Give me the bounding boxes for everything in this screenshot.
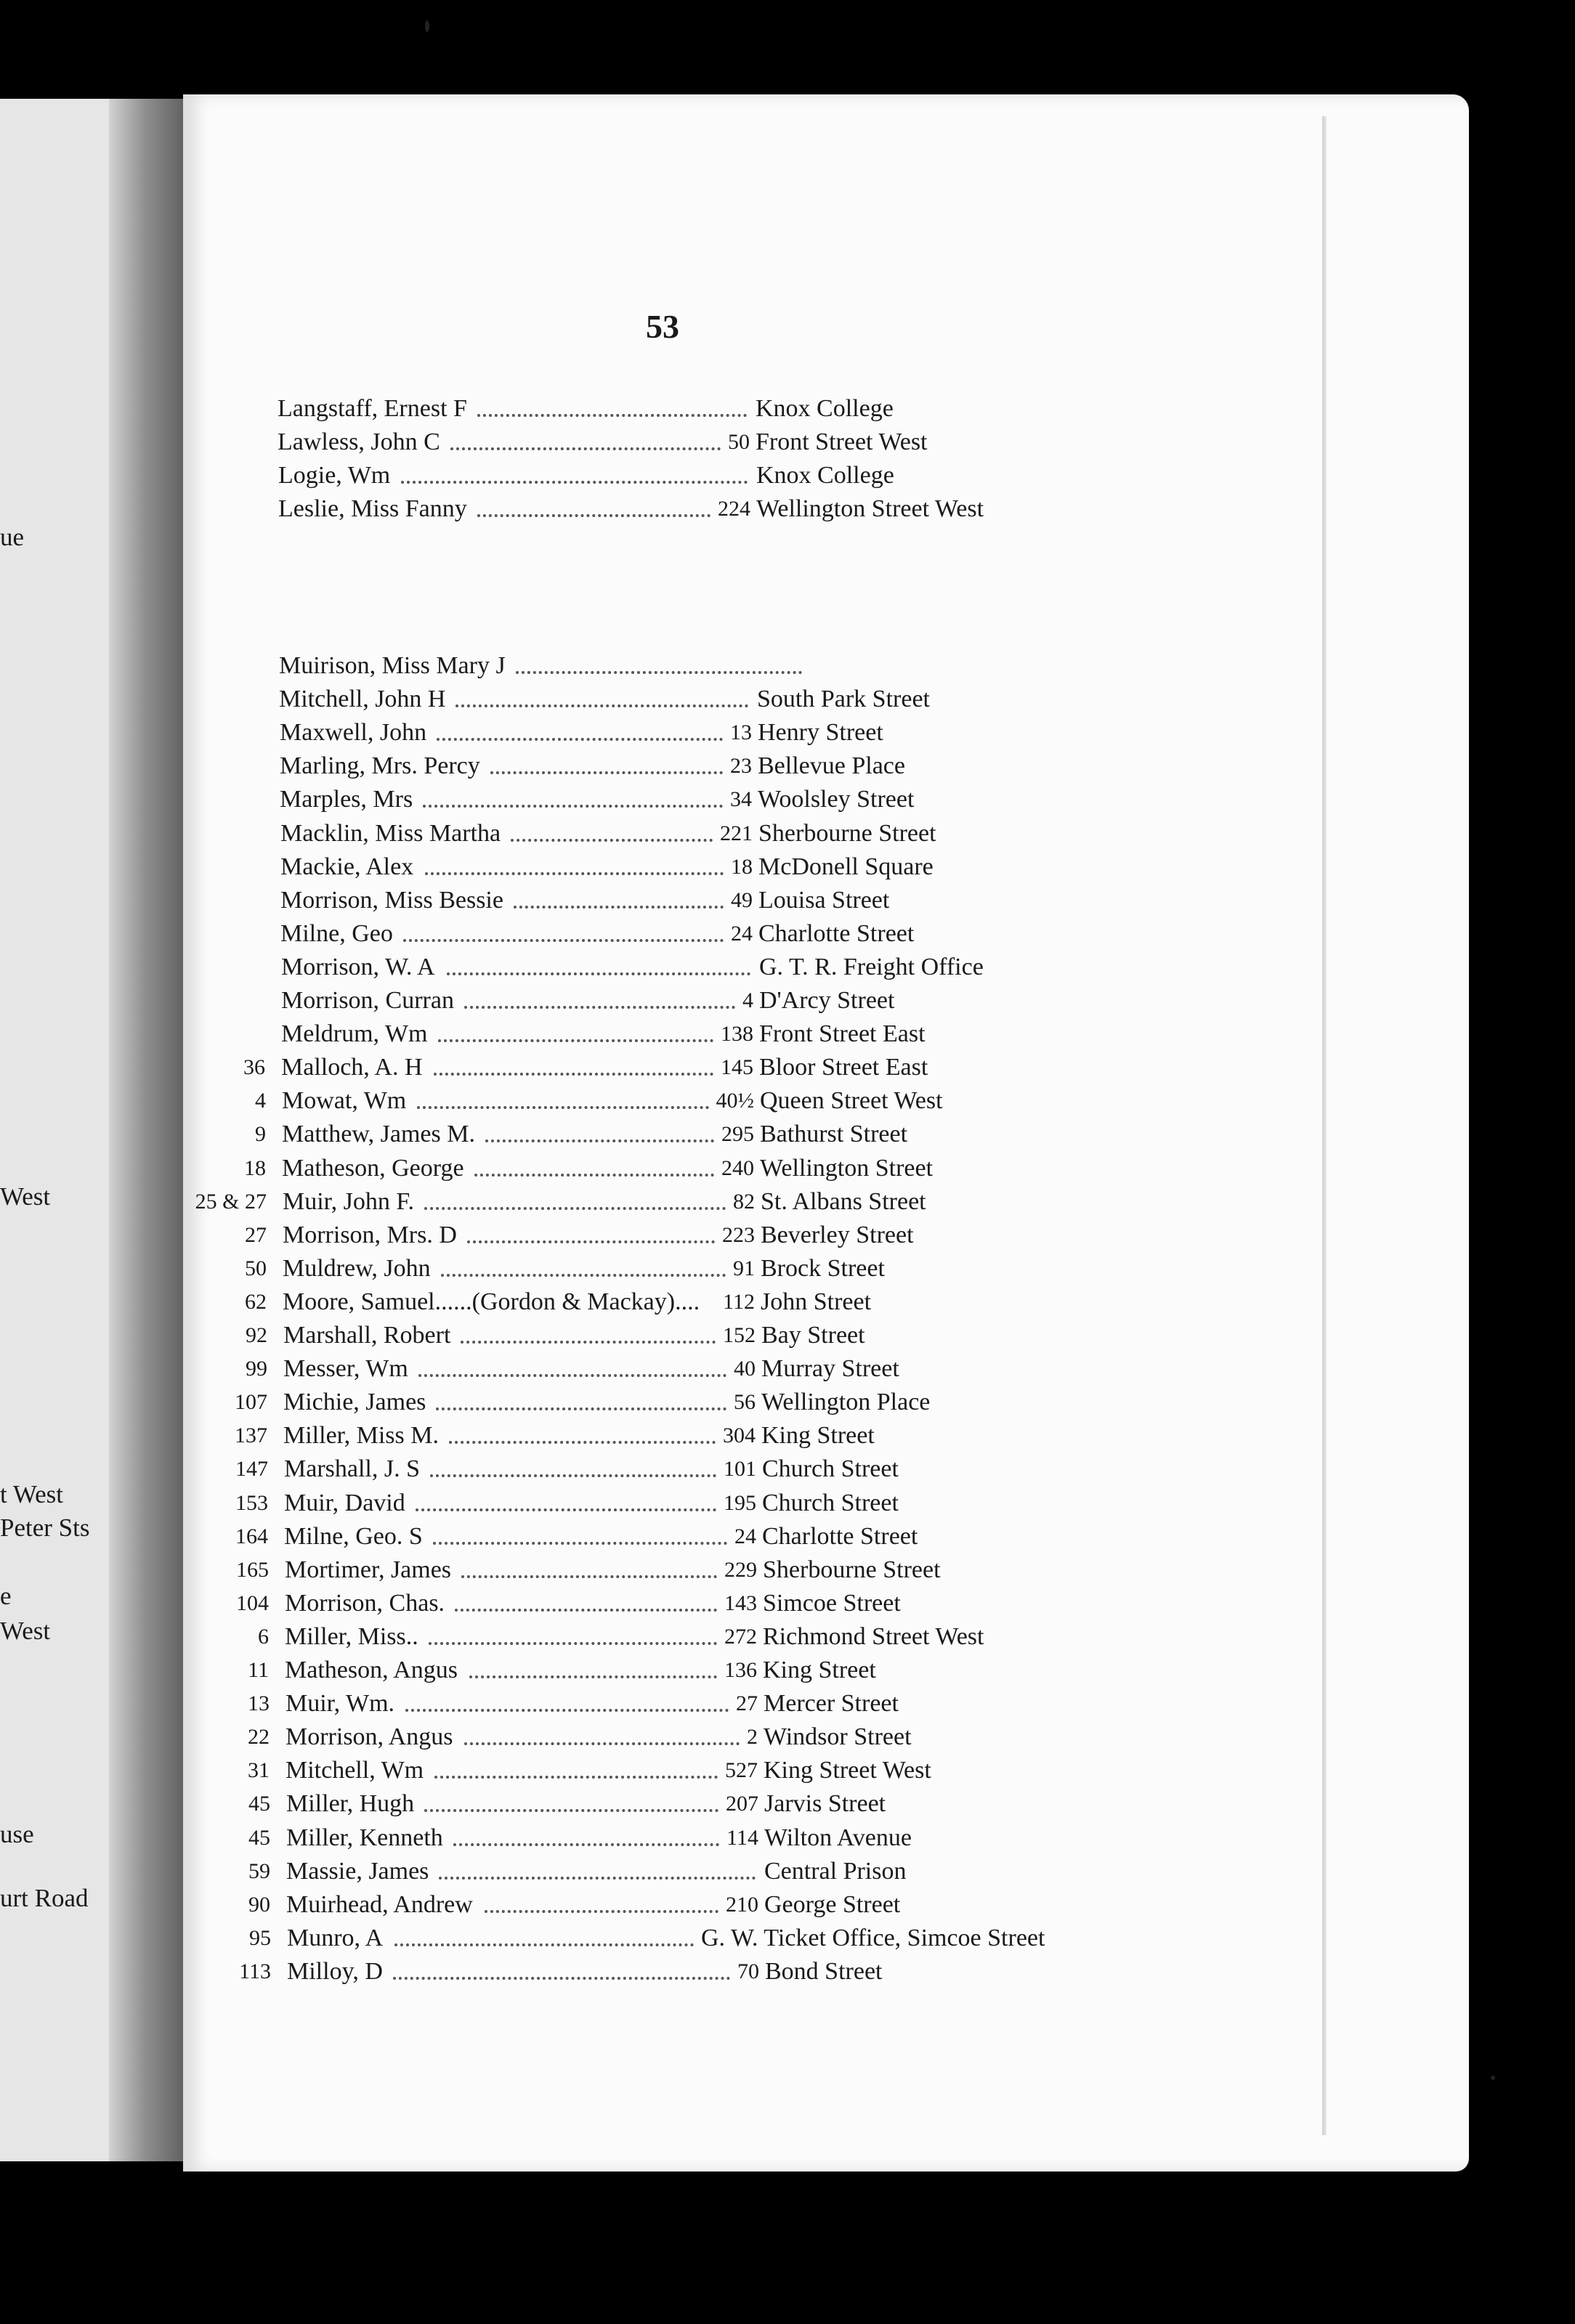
directory-entry [184,459,1070,492]
directory-entry [189,1386,1075,1419]
entry-name: Massie, James [286,1858,429,1885]
dot-leader [438,1039,713,1042]
dot-leader [424,1207,726,1210]
entry-house-number: 295 [721,1122,754,1146]
entry-house-number: 152 [723,1323,756,1347]
dot-leader [467,1240,715,1243]
entry-house-number: 40½ [716,1089,754,1113]
entry-number: 31 [248,1758,270,1782]
entry-name: Muir, Wm. [286,1690,395,1717]
dot-leader [393,1977,730,1980]
dust-speck [1491,2076,1495,2080]
directory-entry [188,1252,1074,1285]
entry-name: Milloy, D [287,1958,383,1985]
directory-entry [188,1219,1074,1252]
directory-entry [192,1787,1078,1821]
entry-number: 164 [235,1524,268,1548]
entry-house-number: 13 [730,720,752,744]
entry-name: Morrison, Miss Bessie [280,887,503,914]
entry-street: D'Arcy Street [759,987,895,1014]
entry-house-number: 24 [734,1524,756,1548]
page-number: 53 [646,308,679,345]
directory-entry [183,426,1069,459]
entry-name: Marshall, Robert [283,1322,451,1349]
entry-name: Matheson, Angus [285,1657,458,1683]
entry-house-number: 240 [721,1156,754,1180]
directory-entry [189,1319,1075,1352]
left-page-fragment-text: e [0,1582,12,1610]
entry-house-number: 143 [724,1591,757,1615]
entry-number: 18 [244,1156,266,1180]
directory-entry [188,1285,1074,1319]
directory-entry [187,984,1073,1017]
entry-house-number: 4 [742,988,753,1012]
entry-street: King Street [761,1422,875,1449]
entry-street: Charlotte Street [758,920,915,947]
entry-street: Central Prison [764,1858,907,1885]
entry-name: Milne, Geo. S [284,1523,423,1550]
dot-leader [477,514,710,517]
entry-street: Beverley Street [761,1222,914,1248]
dot-leader [516,671,802,674]
entry-name: Moore, Samuel......(Gordon & Mackay).... [283,1288,700,1315]
directory-entry [187,951,1073,984]
dot-leader [474,1174,714,1177]
entry-street: G. T. R. Freight Office [759,954,984,980]
dot-leader [450,447,721,450]
dot-leader [477,414,747,417]
entry-house-number: 56 [734,1390,756,1414]
dot-leader [424,1809,718,1812]
dot-leader [416,1508,716,1511]
entry-street: Knox College [756,395,894,422]
entry-house-number: 224 [718,497,750,521]
entry-house-number: 223 [722,1223,755,1247]
entry-house-number: 304 [723,1423,756,1447]
directory-entry [192,1821,1078,1855]
directory-entry [187,1118,1074,1151]
dot-leader [425,872,724,875]
entry-name: Matheson, George [282,1155,464,1182]
directory-entry [186,884,1072,917]
entry-street: South Park Street [757,686,930,712]
directory-entry [183,392,1069,426]
page-edge [1322,116,1327,2135]
entry-street: St. Albans Street [761,1188,926,1215]
directory-entry [186,817,1072,850]
directory-entry [190,1654,1077,1687]
directory-entry [185,783,1072,816]
dot-leader [436,1407,726,1410]
entry-name: Michie, James [283,1389,426,1415]
entry-street: Woolsley Street [758,786,915,813]
dot-leader [423,805,723,808]
left-page-fragment-text: ue [0,523,25,551]
directory-entry [185,683,1071,716]
entry-street: George Street [764,1891,901,1918]
entry-street: Queen Street West [760,1087,943,1114]
dot-leader [461,1575,717,1578]
entry-number: 92 [246,1323,267,1347]
entry-street: Henry Street [758,719,883,746]
entry-house-number: 101 [724,1457,756,1481]
entry-name: Muir, David [284,1490,405,1516]
directory-entry [186,850,1072,884]
dot-leader [405,1709,729,1712]
entry-name: Matthew, James M. [282,1121,475,1147]
entry-house-number: 145 [721,1055,753,1079]
directory-entry [190,1520,1076,1553]
directory-entry [185,749,1072,783]
entry-number: 4 [255,1089,266,1113]
entry-name: Morrison, Chas. [285,1590,445,1617]
directory-entry [193,1955,1079,1988]
entry-name: Morrison, W. A [281,954,435,980]
dot-leader [433,1542,727,1545]
entry-street: Bond Street [765,1958,883,1985]
directory-entry [190,1487,1076,1520]
dot-leader [485,1910,718,1913]
entry-name: Messer, Wm [283,1355,408,1382]
entry-house-number: 70 [737,1959,759,1983]
entry-house-number: 40 [734,1357,756,1381]
entry-street: Front Street East [759,1020,926,1047]
directory-entry [191,1754,1077,1787]
directory-entry [185,716,1072,749]
dot-leader [441,1274,726,1277]
left-page-fragment [0,99,190,2161]
dot-leader [514,906,724,909]
entry-house-number: 82 [733,1190,755,1214]
entry-name: Logie, Wm [278,462,391,489]
entry-name: Mitchell, Wm [286,1757,424,1784]
entry-number: 62 [245,1290,267,1314]
entry-name: Muldrew, John [283,1255,431,1282]
entry-street: Wellington Place [761,1389,931,1415]
entry-house-number: 18 [731,855,753,879]
entry-street: King Street [763,1657,876,1683]
entry-name: Marples, Mrs [280,786,413,813]
directory-entry [192,1855,1078,1888]
directory-entry [191,1687,1077,1720]
entry-number: 9 [255,1122,266,1146]
entry-street: Windsor Street [764,1723,912,1750]
dot-leader [461,1341,716,1344]
entry-number: 137 [235,1423,267,1447]
dot-leader [490,771,723,774]
entry-street: Sherbourne Street [758,820,936,847]
entry-name: Malloch, A. H [281,1054,423,1081]
entry-house-number: 210 [726,1893,758,1917]
entry-number: 25 & 27 [195,1190,267,1214]
entry-name: Meldrum, Wm [281,1020,428,1047]
entry-number: 6 [258,1625,269,1649]
directory-entry [190,1553,1077,1587]
directory-entry [190,1452,1076,1486]
directory-entry [188,1185,1074,1219]
entry-street: Jarvis Street [764,1790,886,1817]
dot-leader [449,1441,716,1444]
entry-street: G. W. Ticket Office, Simcoe Street [701,1925,1045,1951]
entry-house-number: 27 [736,1691,758,1715]
entry-house-number: 272 [724,1625,757,1649]
entry-name: Munro, A [287,1925,384,1951]
entry-house-number: 91 [733,1256,755,1280]
dot-leader [456,704,748,707]
entry-street: Wellington Street [760,1155,934,1182]
dot-leader [439,1877,756,1880]
entry-number: 153 [235,1491,268,1515]
dot-leader [418,1374,726,1377]
entry-house-number: 195 [724,1491,756,1515]
entry-name: Lawless, John C [278,428,440,455]
directory-entry [189,1352,1075,1386]
dot-leader [464,1742,740,1745]
directory-entry [189,1419,1075,1452]
entry-name: Muirhead, Andrew [286,1891,473,1918]
entry-street: Charlotte Street [762,1523,918,1550]
entry-name: Mitchell, John H [279,686,446,712]
entry-street: Wellington Street West [756,495,984,522]
entry-house-number: 229 [724,1558,757,1582]
directory-entry [193,1922,1079,1955]
directory-entry [187,1152,1074,1185]
entry-house-number: 23 [730,754,752,778]
entry-house-number: 138 [721,1022,753,1046]
dot-leader [437,738,723,741]
entry-name: Langstaff, Ernest F [278,395,467,422]
left-page-fragment-text: urt Road [0,1884,89,1912]
entry-number: 90 [248,1893,270,1917]
entry-number: 165 [236,1558,269,1582]
entry-name: Miller, Miss M. [283,1422,439,1449]
dot-leader [485,1139,714,1142]
dot-leader [453,1843,719,1846]
dot-leader [434,1776,718,1779]
entry-name: Miller, Hugh [286,1790,415,1817]
entry-street: Bloor Street East [759,1054,928,1081]
entry-number: 27 [245,1223,267,1247]
entry-name: Morrison, Angus [286,1723,453,1750]
left-page-fragment-text: West [0,1182,51,1211]
entry-street: Sherbourne Street [763,1556,941,1583]
entry-name: Marshall, J. S [284,1455,420,1482]
dot-leader [455,1609,717,1612]
entry-number: 113 [239,1959,271,1983]
left-page-fragment-text: West [0,1617,51,1645]
entry-street: Wilton Avenue [764,1824,912,1851]
entry-house-number: 24 [731,922,753,946]
entry-number: 22 [248,1725,270,1749]
entry-street: McDonell Square [758,853,934,880]
entry-number: 107 [235,1390,267,1414]
dot-leader [469,1675,717,1678]
directory-entry [187,1017,1073,1051]
entry-number: 147 [235,1457,268,1481]
page-gutter [109,99,190,2161]
directory-entry [190,1587,1077,1620]
entry-number: 104 [236,1591,269,1615]
entry-name: Miller, Kenneth [286,1824,443,1851]
dot-leader [430,1474,716,1477]
entry-name: Muir, John F. [283,1188,415,1215]
entry-house-number: 221 [720,821,753,845]
entry-name: Leslie, Miss Fanny [278,495,467,522]
entry-street: Bellevue Place [758,752,905,779]
dot-leader [417,1106,709,1109]
entry-house-number: 136 [724,1658,757,1682]
dot-leader [401,481,748,484]
entry-name: Marling, Mrs. Percy [280,752,480,779]
entry-number: 59 [248,1859,270,1883]
entry-street: Murray Street [761,1355,899,1382]
directory-entry [187,1051,1073,1084]
entry-street: Louisa Street [758,887,890,914]
entry-name: Morrison, Curran [281,987,454,1014]
entry-house-number: 49 [731,888,753,912]
dot-leader [464,1006,735,1009]
entry-name: Maxwell, John [280,719,427,746]
entry-number: 99 [246,1357,267,1381]
left-page-fragment-text: t West [0,1480,63,1508]
entry-street: Front Street West [756,428,928,455]
entry-number: 36 [243,1055,265,1079]
entry-name: Mackie, Alex [280,853,414,880]
entry-number: 13 [248,1691,270,1715]
entry-name: Mowat, Wm [282,1087,407,1114]
dot-leader [403,939,724,942]
left-page-fragment-text: Peter Sts [0,1514,90,1542]
entry-street: Richmond Street West [763,1623,984,1650]
entry-number: 45 [248,1826,270,1850]
entry-house-number: 207 [726,1792,758,1816]
directory-entry [186,917,1072,951]
dot-leader [429,1642,717,1645]
entry-number: 45 [248,1792,270,1816]
entry-number: 50 [245,1256,267,1280]
dot-leader [447,972,750,975]
directory-entry [187,1084,1074,1118]
entry-name: Mortimer, James [285,1556,452,1583]
dot-leader [511,839,713,842]
entry-name: Muirison, Miss Mary J [279,652,506,679]
directory-entry [190,1620,1077,1654]
dot-leader [434,1073,713,1076]
directory-entry [191,1720,1077,1754]
entry-number: 95 [249,1926,271,1950]
entry-street: Simcoe Street [763,1590,901,1617]
directory-entry [185,649,1071,683]
entry-street: John Street [761,1288,872,1315]
entry-street: Bay Street [761,1322,865,1349]
directory-entry [192,1888,1078,1922]
entry-name: Morrison, Mrs. D [283,1222,457,1248]
entry-house-number: 527 [725,1758,758,1782]
entry-street: Knox College [756,462,894,489]
directory-page [183,94,1469,2171]
dot-leader [394,1943,694,1946]
dust-speck [425,20,429,32]
entry-name: Miller, Miss.. [285,1623,418,1650]
entry-house-number: 114 [726,1826,758,1850]
entry-street: Church Street [762,1455,899,1482]
entry-house-number: 34 [730,787,752,811]
entry-street: Mercer Street [764,1690,899,1717]
entry-street: Bathurst Street [760,1121,908,1147]
entry-house-number: 50 [728,430,750,454]
entry-name: Milne, Geo [280,920,393,947]
entry-name: Macklin, Miss Martha [280,820,501,847]
entry-number: 11 [248,1658,269,1682]
entry-street: Church Street [762,1490,899,1516]
entry-house-number: 2 [747,1725,758,1749]
directory-entry [184,492,1070,526]
entry-street: King Street West [764,1757,931,1784]
entry-street: Brock Street [761,1255,885,1282]
entry-house-number: 112 [723,1290,755,1314]
left-page-fragment-text: use [0,1820,34,1848]
